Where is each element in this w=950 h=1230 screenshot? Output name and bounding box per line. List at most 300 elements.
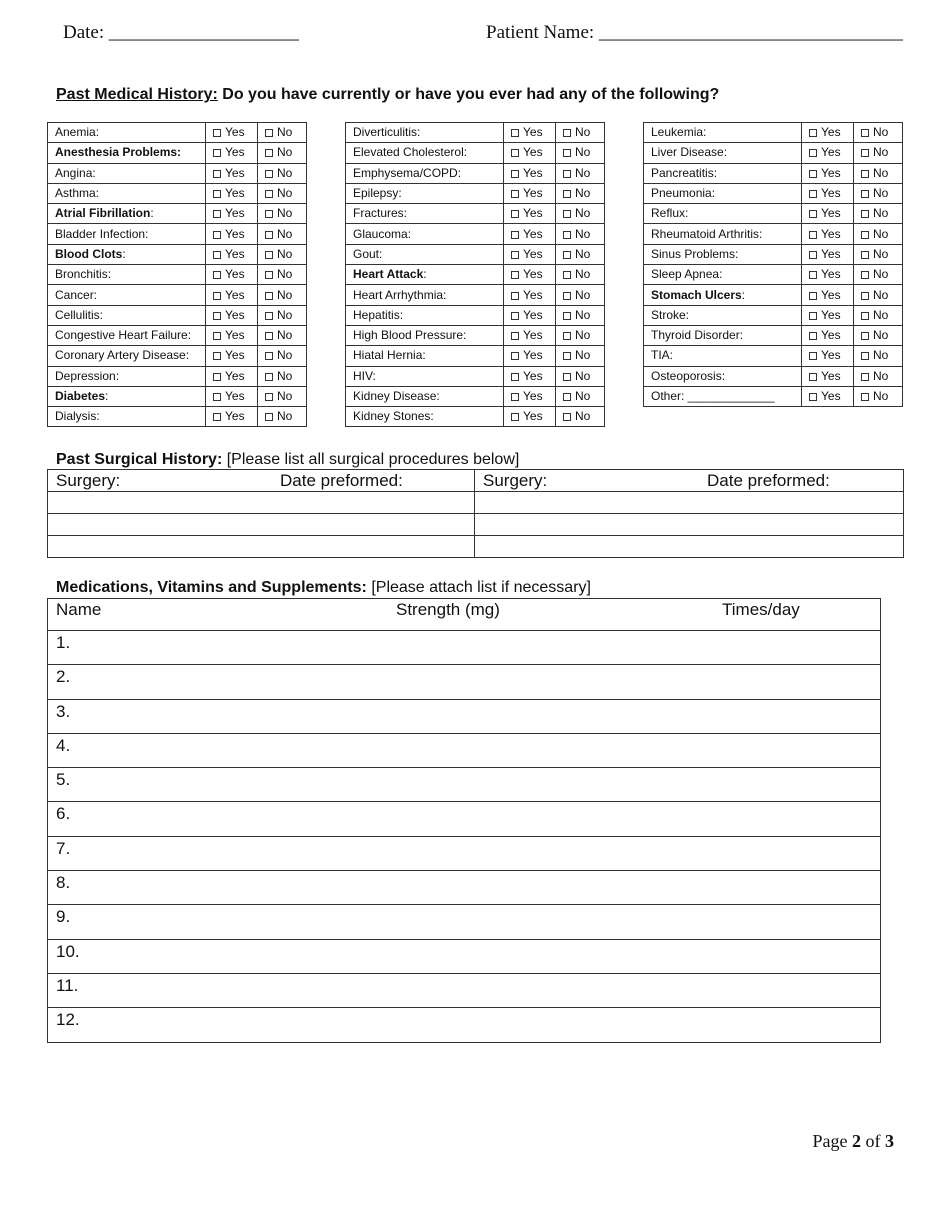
checkbox-icon[interactable] (213, 190, 221, 198)
condition-label: Leukemia: (651, 125, 707, 140)
condition-no-option[interactable] (258, 265, 307, 285)
condition-yes-option[interactable] (206, 366, 258, 386)
condition-no-option[interactable] (556, 143, 605, 163)
medication-entry[interactable] (48, 939, 881, 973)
condition-no-option[interactable] (854, 244, 903, 264)
condition-no-option[interactable] (854, 305, 903, 325)
option-no-label: No (873, 267, 889, 282)
checkbox-icon[interactable] (809, 393, 817, 401)
date-field[interactable]: Date: ____________________ (63, 22, 299, 43)
condition-row (48, 163, 307, 183)
checkbox-icon[interactable] (809, 332, 817, 340)
option-yes-label: Yes (523, 328, 543, 343)
condition-no-option[interactable] (556, 386, 605, 406)
option-yes-label: Yes (523, 165, 543, 180)
checkbox-icon[interactable] (861, 149, 869, 157)
checkbox-icon[interactable] (861, 292, 869, 300)
checkbox-icon[interactable] (265, 170, 273, 178)
option-no-label: No (575, 246, 591, 261)
condition-yes-option[interactable] (802, 224, 854, 244)
condition-no-option[interactable] (854, 366, 903, 386)
checkbox-icon[interactable] (563, 292, 571, 300)
condition-label-cell (644, 325, 802, 345)
checkbox-icon[interactable] (861, 373, 869, 381)
condition-yes-option[interactable] (504, 285, 556, 305)
checkbox-icon[interactable] (265, 271, 273, 279)
condition-label: Pancreatitis: (651, 165, 718, 180)
checkbox-icon[interactable] (213, 231, 221, 239)
condition-yes-option[interactable] (802, 265, 854, 285)
option-yes-label: Yes (523, 125, 543, 140)
checkbox-icon[interactable] (213, 373, 221, 381)
medication-entry[interactable] (48, 733, 881, 767)
condition-label-cell (346, 305, 504, 325)
checkbox-icon[interactable] (511, 373, 519, 381)
option-yes-label: Yes (523, 368, 543, 383)
checkbox-icon[interactable] (861, 210, 869, 218)
condition-yes-option[interactable] (802, 386, 854, 406)
checkbox-icon[interactable] (265, 312, 273, 320)
checkbox-icon[interactable] (213, 413, 221, 421)
condition-yes-option[interactable] (206, 346, 258, 366)
condition-yes-option[interactable] (802, 325, 854, 345)
medication-row (48, 836, 881, 870)
condition-yes-option[interactable] (802, 346, 854, 366)
option-yes-label: Yes (225, 389, 245, 403)
condition-label: Atrial Fibrillation (55, 206, 151, 221)
medication-row (48, 733, 881, 767)
option-no-label: No (873, 165, 889, 180)
condition-yes-option[interactable] (504, 325, 556, 345)
condition-label-cell (48, 244, 206, 264)
condition-yes-option[interactable] (504, 386, 556, 406)
condition-yes-option[interactable] (504, 407, 556, 427)
condition-yes-option[interactable] (504, 143, 556, 163)
checkbox-icon[interactable] (511, 292, 519, 300)
medication-entry[interactable] (48, 905, 881, 939)
condition-row (48, 204, 307, 224)
medication-entry[interactable] (48, 1008, 881, 1042)
condition-label: Fractures: (353, 206, 408, 221)
option-yes-label: Yes (821, 267, 841, 282)
checkbox-icon[interactable] (563, 231, 571, 239)
option-no-label: No (873, 307, 889, 322)
condition-no-option[interactable] (258, 305, 307, 325)
option-no-label: No (277, 389, 293, 403)
checkbox-icon[interactable] (809, 129, 817, 137)
condition-yes-option[interactable] (802, 204, 854, 224)
option-no-label: No (277, 226, 293, 241)
condition-yes-option[interactable] (206, 163, 258, 183)
condition-label: Sleep Apnea: (651, 267, 723, 282)
condition-yes-option[interactable] (802, 305, 854, 325)
condition-yes-option[interactable] (206, 123, 258, 143)
condition-yes-option[interactable] (802, 163, 854, 183)
condition-label-cell (48, 366, 206, 386)
condition-no-option[interactable] (854, 204, 903, 224)
checkbox-icon[interactable] (213, 149, 221, 157)
checkbox-icon[interactable] (265, 190, 273, 198)
checkbox-icon[interactable] (511, 393, 519, 401)
condition-yes-option[interactable] (504, 366, 556, 386)
condition-label: Angina: (55, 165, 96, 180)
option-no-label: No (575, 226, 591, 241)
condition-no-option[interactable] (854, 265, 903, 285)
option-no-label: No (873, 206, 889, 221)
condition-no-option[interactable] (854, 285, 903, 305)
conditions-table-1 (47, 122, 307, 427)
condition-no-option[interactable] (258, 244, 307, 264)
condition-yes-option[interactable] (802, 123, 854, 143)
condition-no-option[interactable] (258, 163, 307, 183)
condition-yes-option[interactable] (206, 407, 258, 427)
condition-yes-option[interactable] (206, 285, 258, 305)
condition-no-option[interactable] (854, 325, 903, 345)
condition-yes-option[interactable] (206, 224, 258, 244)
medication-row (48, 1008, 881, 1042)
checkbox-icon[interactable] (511, 231, 519, 239)
checkbox-icon[interactable] (511, 251, 519, 259)
option-yes-label: Yes (523, 307, 543, 322)
condition-label: Stroke: (651, 307, 690, 322)
surgery-cell[interactable] (48, 536, 475, 558)
condition-label: Stomach Ulcers (651, 287, 742, 302)
condition-no-option[interactable] (854, 143, 903, 163)
condition-no-option[interactable] (854, 386, 903, 406)
checkbox-icon[interactable] (265, 129, 273, 137)
checkbox-icon[interactable] (265, 352, 273, 360)
condition-label-cell (48, 143, 206, 163)
checkbox-icon[interactable] (213, 210, 221, 218)
checkbox-icon[interactable] (265, 292, 273, 300)
option-yes-label: Yes (225, 348, 245, 363)
page-prefix: Page (812, 1131, 852, 1151)
checkbox-icon[interactable] (213, 170, 221, 178)
condition-row (346, 305, 605, 325)
condition-yes-option[interactable] (206, 183, 258, 203)
condition-row (644, 265, 903, 285)
condition-yes-option[interactable] (802, 285, 854, 305)
condition-yes-option[interactable] (504, 244, 556, 264)
option-no-label: No (873, 287, 889, 302)
condition-label: Bladder Infection: (55, 226, 149, 241)
condition-yes-option[interactable] (504, 183, 556, 203)
meds-note: [Please attach list if necessary] (366, 579, 591, 596)
condition-label: Coronary Artery Disease: (55, 348, 190, 363)
checkbox-icon[interactable] (511, 271, 519, 279)
option-no-label: No (277, 206, 293, 221)
condition-yes-option[interactable] (802, 183, 854, 203)
checkbox-icon[interactable] (563, 373, 571, 381)
condition-no-option[interactable] (556, 305, 605, 325)
pmh-heading-line (56, 86, 719, 104)
condition-no-option[interactable] (258, 386, 307, 406)
condition-label: Cellulitis: (55, 307, 104, 322)
col-name-header: Name (56, 600, 102, 619)
checkbox-icon[interactable] (511, 413, 519, 421)
checkbox-icon[interactable] (809, 292, 817, 300)
condition-label-cell (346, 366, 504, 386)
condition-yes-option[interactable] (206, 265, 258, 285)
option-no-label: No (575, 165, 591, 180)
condition-yes-option[interactable] (206, 204, 258, 224)
option-yes-label: Yes (225, 267, 245, 282)
condition-label-cell (644, 265, 802, 285)
checkbox-icon[interactable] (511, 210, 519, 218)
checkbox-icon[interactable] (861, 170, 869, 178)
condition-yes-option[interactable] (504, 163, 556, 183)
condition-no-option[interactable] (258, 407, 307, 427)
checkbox-icon[interactable] (809, 352, 817, 360)
checkbox-icon[interactable] (563, 190, 571, 198)
condition-no-option[interactable] (258, 366, 307, 386)
condition-no-option[interactable] (258, 285, 307, 305)
medication-entry[interactable] (48, 699, 881, 733)
medication-row (48, 665, 881, 699)
surgery-label: Surgery: (483, 470, 548, 490)
condition-no-option[interactable] (854, 346, 903, 366)
condition-label-cell (48, 123, 206, 143)
condition-no-option[interactable] (556, 325, 605, 345)
option-no-label: No (575, 125, 591, 140)
condition-row (644, 204, 903, 224)
checkbox-icon[interactable] (265, 332, 273, 340)
surgery-cell[interactable] (475, 536, 904, 558)
condition-no-option[interactable] (258, 123, 307, 143)
condition-no-option[interactable] (258, 183, 307, 203)
checkbox-icon[interactable] (563, 352, 571, 360)
option-yes-label: Yes (821, 368, 841, 383)
option-no-label: No (575, 186, 591, 201)
checkbox-icon[interactable] (809, 231, 817, 239)
condition-yes-option[interactable] (504, 265, 556, 285)
surgery-cell[interactable] (475, 514, 904, 536)
condition-label-cell (346, 163, 504, 183)
condition-row (48, 244, 307, 264)
condition-no-option[interactable] (556, 204, 605, 224)
condition-no-option[interactable] (258, 346, 307, 366)
option-no-label: No (575, 389, 591, 403)
checkbox-icon[interactable] (511, 190, 519, 198)
condition-no-option[interactable] (556, 163, 605, 183)
condition-yes-option[interactable] (206, 386, 258, 406)
condition-no-option[interactable] (556, 285, 605, 305)
condition-label: Kidney Disease: (353, 389, 440, 403)
checkbox-icon[interactable] (563, 271, 571, 279)
condition-no-option[interactable] (556, 224, 605, 244)
patient-name-field[interactable]: Patient Name: ________________________________ (486, 22, 903, 43)
option-no-label: No (575, 328, 591, 343)
surgery-header-right (475, 470, 904, 492)
checkbox-icon[interactable] (861, 393, 869, 401)
condition-yes-option[interactable] (802, 143, 854, 163)
checkbox-icon[interactable] (809, 190, 817, 198)
checkbox-icon[interactable] (213, 292, 221, 300)
medication-entry[interactable] (48, 836, 881, 870)
option-no-label: No (277, 267, 293, 282)
condition-no-option[interactable] (556, 366, 605, 386)
checkbox-icon[interactable] (861, 190, 869, 198)
medication-row (48, 631, 881, 665)
checkbox-icon[interactable] (809, 170, 817, 178)
checkbox-icon[interactable] (809, 149, 817, 157)
checkbox-icon[interactable] (265, 149, 273, 157)
condition-label: Glaucoma: (353, 226, 412, 241)
checkbox-icon[interactable] (511, 149, 519, 157)
option-yes-label: Yes (821, 307, 841, 322)
condition-row (644, 285, 903, 305)
checkbox-icon[interactable] (265, 393, 273, 401)
checkbox-icon[interactable] (861, 352, 869, 360)
condition-no-option[interactable] (854, 224, 903, 244)
condition-yes-option[interactable] (802, 244, 854, 264)
condition-label: Rheumatoid Arthritis: (651, 226, 763, 241)
option-yes-label: Yes (523, 246, 543, 261)
checkbox-icon[interactable] (213, 332, 221, 340)
checkbox-icon[interactable] (213, 312, 221, 320)
checkbox-icon[interactable] (809, 251, 817, 259)
option-yes-label: Yes (225, 307, 245, 322)
medication-row (48, 699, 881, 733)
condition-no-option[interactable] (556, 123, 605, 143)
condition-yes-option[interactable] (504, 305, 556, 325)
condition-label-cell (48, 346, 206, 366)
condition-yes-option[interactable] (802, 366, 854, 386)
condition-no-option[interactable] (258, 224, 307, 244)
condition-no-option[interactable] (556, 183, 605, 203)
checkbox-icon[interactable] (861, 271, 869, 279)
condition-no-option[interactable] (258, 325, 307, 345)
checkbox-icon[interactable] (265, 210, 273, 218)
condition-no-option[interactable] (556, 346, 605, 366)
checkbox-icon[interactable] (861, 129, 869, 137)
option-no-label: No (277, 246, 293, 261)
checkbox-icon[interactable] (213, 393, 221, 401)
medication-row-number: 10. (56, 941, 80, 961)
condition-label: Heart Arrhythmia: (353, 287, 447, 302)
checkbox-icon[interactable] (563, 129, 571, 137)
checkbox-icon[interactable] (861, 251, 869, 259)
condition-no-option[interactable] (258, 143, 307, 163)
checkbox-icon[interactable] (563, 149, 571, 157)
condition-row (644, 143, 903, 163)
condition-yes-option[interactable] (206, 143, 258, 163)
condition-no-option[interactable] (556, 244, 605, 264)
condition-yes-option[interactable] (504, 346, 556, 366)
medication-entry[interactable] (48, 665, 881, 699)
condition-label-cell (346, 407, 504, 427)
condition-label: Sinus Problems: (651, 246, 739, 261)
checkbox-icon[interactable] (511, 352, 519, 360)
condition-label-cell (644, 366, 802, 386)
medication-entry[interactable] (48, 973, 881, 1007)
surgery-cell[interactable] (475, 492, 904, 514)
condition-yes-option[interactable] (206, 305, 258, 325)
medication-row (48, 802, 881, 836)
condition-no-option[interactable] (854, 183, 903, 203)
checkbox-icon[interactable] (511, 170, 519, 178)
option-yes-label: Yes (821, 186, 841, 201)
condition-yes-option[interactable] (206, 325, 258, 345)
checkbox-icon[interactable] (265, 413, 273, 421)
checkbox-icon[interactable] (213, 352, 221, 360)
condition-yes-option[interactable] (504, 224, 556, 244)
condition-label: Dialysis: (55, 409, 100, 424)
medication-entry[interactable] (48, 871, 881, 905)
checkbox-icon[interactable] (511, 312, 519, 320)
col-times-header: Times/day (722, 600, 800, 619)
checkbox-icon[interactable] (563, 413, 571, 421)
condition-row (346, 366, 605, 386)
condition-no-option[interactable] (556, 407, 605, 427)
checkbox-icon[interactable] (563, 393, 571, 401)
option-no-label: No (575, 409, 591, 424)
condition-row (48, 183, 307, 203)
option-no-label: No (575, 348, 591, 363)
option-yes-label: Yes (523, 348, 543, 363)
surgery-cell[interactable] (48, 492, 475, 514)
condition-row (346, 325, 605, 345)
condition-no-option[interactable] (258, 204, 307, 224)
option-yes-label: Yes (225, 165, 245, 180)
surgery-cell[interactable] (48, 514, 475, 536)
conditions-table-2 (345, 122, 605, 427)
condition-no-option[interactable] (854, 163, 903, 183)
checkbox-icon[interactable] (563, 312, 571, 320)
condition-row (346, 224, 605, 244)
medication-entry[interactable] (48, 631, 881, 665)
condition-label: Reflux: (651, 206, 689, 221)
checkbox-icon[interactable] (809, 373, 817, 381)
condition-no-option[interactable] (854, 123, 903, 143)
option-yes-label: Yes (821, 125, 841, 140)
checkbox-icon[interactable] (213, 129, 221, 137)
checkbox-icon[interactable] (213, 271, 221, 279)
checkbox-icon[interactable] (861, 312, 869, 320)
condition-label-cell (48, 224, 206, 244)
checkbox-icon[interactable] (563, 170, 571, 178)
option-no-label: No (575, 267, 591, 282)
condition-yes-option[interactable] (206, 244, 258, 264)
checkbox-icon[interactable] (861, 332, 869, 340)
option-no-label: No (575, 287, 591, 302)
checkbox-icon[interactable] (809, 271, 817, 279)
medication-row-number: 3. (56, 701, 71, 721)
condition-label: Depression: (55, 368, 120, 383)
option-no-label: No (873, 348, 889, 363)
checkbox-icon[interactable] (809, 210, 817, 218)
checkbox-icon[interactable] (511, 129, 519, 137)
condition-yes-option[interactable] (504, 204, 556, 224)
checkbox-icon[interactable] (861, 231, 869, 239)
checkbox-icon[interactable] (511, 332, 519, 340)
checkbox-icon[interactable] (265, 251, 273, 259)
medication-entry[interactable] (48, 802, 881, 836)
checkbox-icon[interactable] (265, 231, 273, 239)
checkbox-icon[interactable] (809, 312, 817, 320)
option-no-label: No (873, 125, 889, 140)
condition-no-option[interactable] (556, 265, 605, 285)
option-yes-label: Yes (821, 246, 841, 261)
checkbox-icon[interactable] (563, 251, 571, 259)
checkbox-icon[interactable] (563, 332, 571, 340)
condition-yes-option[interactable] (504, 123, 556, 143)
checkbox-icon[interactable] (265, 373, 273, 381)
medication-entry[interactable] (48, 768, 881, 802)
checkbox-icon[interactable] (213, 251, 221, 259)
condition-row (346, 407, 605, 427)
checkbox-icon[interactable] (563, 210, 571, 218)
